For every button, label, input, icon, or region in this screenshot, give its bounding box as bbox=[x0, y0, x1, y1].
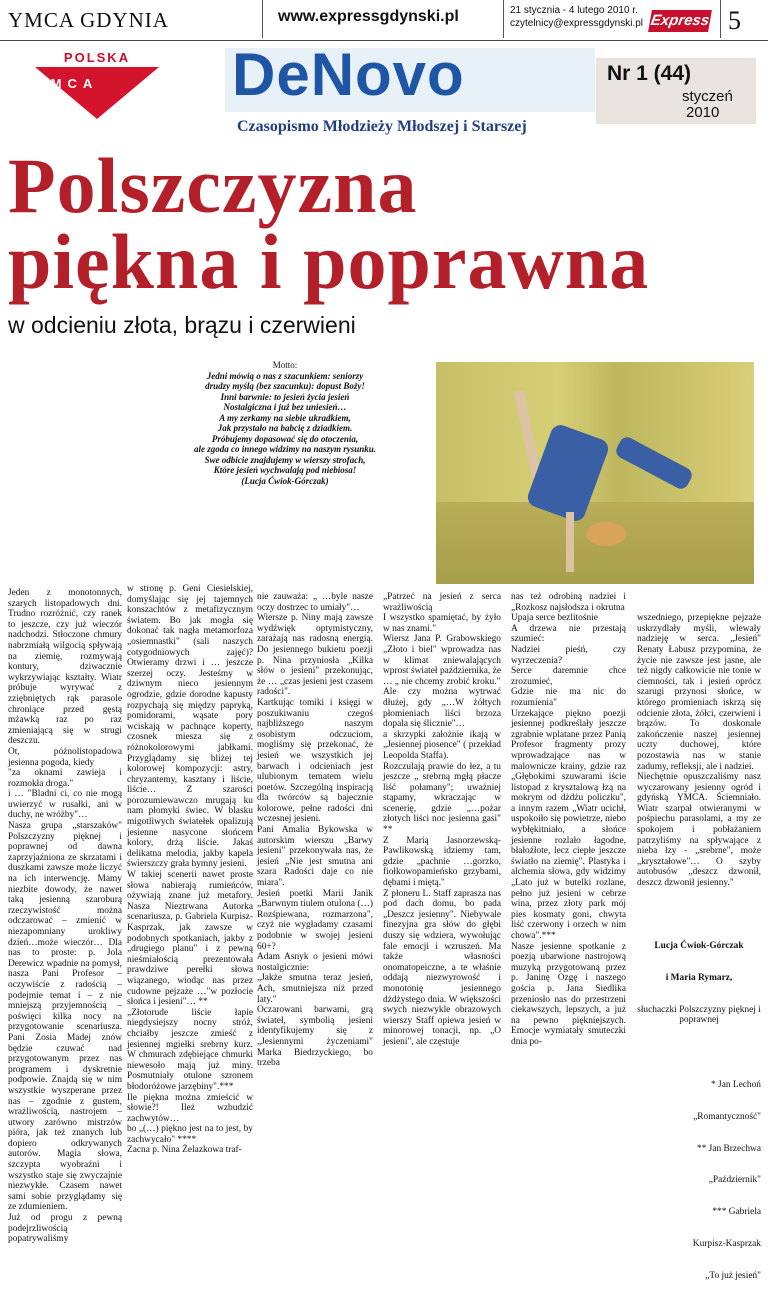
motto-line: drudzy myślą (bez szacunku): dopust Boży! bbox=[205, 381, 365, 391]
photo-arm bbox=[566, 512, 574, 572]
headline-line-1: Polszczyzna bbox=[8, 142, 418, 229]
woman-handstand-photo bbox=[436, 362, 754, 584]
motto-label: Motto: bbox=[272, 360, 298, 370]
section-title: YMCA GDYNIA bbox=[8, 8, 169, 32]
article-column-6 bbox=[637, 592, 764, 1281]
photo-hair bbox=[586, 522, 626, 546]
article-column-5: nas też odrobiną nadziei i „Rozkosz najsłodsza i okrutna Upaja serce bezlitośnie A drzewa nie przestają szumieć: Nadziei pieśń, czy wyrzeczenia? Serce daremnie chce zrozumieć, Gdzie nie ma nic do rozumienia" Urzekające piękno poezji jesiennej podkreślały jeszcze zgrabnie wplatane przez Panią Profesor fragmenty prozy wprowadzające nas w malownicze krainy, gdzie raz „Głębokimi szuwarami iście listopad z krysztalową łzą na mokrym od dżdżu policzku", a innym razem „Wiatr ucichł, uspokoiło się powietrze, niebo wybłękitniało, a słońce jesienne rozlało łagodne, błałoźłote, lecz ciepłe jeszcze światło na ziemię". Plastyka i alchemia słowa, gdy widzimy „Lato już w butelki rozlane, pełno już jesieni w cebrze wina, przez złoty park mój pies kosmaty goni, chwyta liść czerwony i orzech w nim chowa".*** Nasze jesienne spotkanie z poezją ubarwione nastrojową muzyką przygotowaną przez p. Janinę Ozgę i naszego gościa p. Jana Siedlika przeniosło nas do przestrzeni ciekawszych, lepszych, a już na pewno piękniejszych. Emocje wymiatały smuteczki dnia po- bbox=[511, 592, 626, 1047]
ymca-triangle bbox=[35, 67, 159, 119]
motto-line: Swe odbicie znajdujemy w wierszy strofach, bbox=[204, 454, 366, 465]
magazine-title: DeNovo bbox=[232, 41, 465, 108]
motto-line: Które jesień wychwalają pod niebiosa! bbox=[213, 465, 357, 475]
magazine-subtitle: Czasopismo Młodzieży Młodszej i Starszej bbox=[237, 118, 527, 135]
article-headline bbox=[8, 142, 650, 305]
date-line: 21 stycznia - 4 lutego 2010 r. bbox=[510, 5, 638, 16]
ymca-letters: YMCA bbox=[36, 76, 99, 91]
motto-author: (Lucja Ćwiok-Górczak) bbox=[241, 475, 329, 486]
article-column-4: „Patrzeć na jesień z serca wrażliwością I wszystko spamiętać, by żyło w nas znami." Wiersz Jana P. Grabowskiego „Złoto i biel" wprowadza nas w klimat zniewalających wprost świateł października, że … „ nie chcemy zrobić kroku." Ale czy można wytrwać dłużej, gdy „…W żółtych płomieniach liści brzoza dopala się ślicznie"… a skrzypki założnie ikają w „Jesiennej piosence" ( przekład Leopolda Staffa). Rozczulają prawie do łez, a tu jeszcze „ srebrną mgłą płacze liść połamany"; uważniej stąpamy, wkraczając w scenerię, gdzie „…pożar złotych liści noc jesienna gasi" ** Z Marią Jasnorzewską-Pawlikowską idziemy tam, gdzie „pachnie …gorzko, fiołkowopamieńsko grzybami, dębami i miętą." Z płoneru L. Staff zaprasza nas pod dach domu, bo pada „Deszcz jesienny". Niebywale finezyjna gra słów do głębi duszy się wdziera, wywołując fale emocji i wzruszeń. Ma także własności onomatopeiczne, a te właśnie oddają niezwyrowość i monotonię jesiennego dżdżystego dnia. W większości swych niezwykle obrazowych wierszy Staff opiewa jesień w minorowej tonacji, np. „O jesieni", ale częstuje bbox=[383, 592, 501, 1047]
footnote: ** Jan Brzechwa bbox=[696, 1143, 761, 1154]
article-subheadline: w odcieniu złota, brązu i czerwieni bbox=[8, 312, 356, 338]
author-signature-2: i Maria Rymarz, bbox=[665, 972, 733, 983]
ymca-country: POLSKA bbox=[63, 50, 131, 65]
headline-line-2: piękna i poprawna bbox=[8, 218, 650, 305]
article-column-3: nie zauważa: „ …byle nasze oczy dostrzec to umiały"… Wiersze p. Niny mają zawsze wydźwięk optymistyczny, zarażają nas radosną energią. Do jesiennego bukietu poezji p. Nina przyniosła „Kilka słów o jesieni" przekonując, że … „czas jesieni jest czasem radości". Kartkując tomiki i księgi w poszukiwaniu czegoś najbliższego naszym osobistym odczuciom, mogliśmy się przekonać, że jesień we wszystkich jej barwach i odcieniach jest ulubionym tematem wielu poetów. Szczególną inspiracją dla twórców są bajecznie kolorowe, pełne radości dni wczesnej jesieni. Pani Amalia Bykowska w autorskim wierszu „Barwy jesieni" przekonywała nas, że jesień „Nie jest smutna ani szara Radości daje co nie miara". Jesień poetki Marii Janik „Barwnym tiulem otulona (…) Rozśpiewana, rozmarzona", czyż nie wygładamy czasami podobnie w swojej jesieni 60+? Adam Asnyk o jesieni mówi nostalgicznie: „Jakże smutna teraz jesień, Ach, smutniejsza niż przed laty." Oczarowani barwami, grą świateł, symbolią jesieni identyfikujemy się z „Jesiennymi życzeniami" Marka Biedrzyckiego, bo trzeba bbox=[257, 592, 373, 1069]
motto-line: Jak przystało na babcię z dziadkiem. bbox=[217, 423, 353, 433]
page-number: 5 bbox=[728, 6, 741, 35]
issue-month: styczeń bbox=[682, 88, 733, 105]
photo-leg bbox=[614, 435, 695, 492]
article-column-1: Jeden z monotonnych, szarych listopadowych dni. Trudno rozróżnić, czy ranek to jeszcze, czy już wieczór nadchodzi. Stłoczone chmury nabrzmiałą wilgocią spływają na ziemię, rozmywają kontury, dziwacznie wykrzywiając kształty. Wiatr próbuje wyrywać z zziębniętych rąk parasole chroniące przed gęstą mżawką raz po raz zmieniającą się w strugi deszczu. Ot, późnolistopadowa jesienna pogoda, kiedy "za oknami zawieja i rozmokła droga." i … "Bladni ci, co nie mogą uwierzyć w rusałki, ani w duchy, ne wróżby"… Nasza grupa „starszaków" Polszczyzny pięknej i poprawnej od dawna zaprzyjaźniona ze skrzatami i duszkami zawsze może liczyć na ich interwencję. Mamy niezbite dowody, że nawet taką jesienną szaroburą rzeczywistość można odczarować – zmienić w niezapomniany urokliwy dzień…może wieczór… Dla nas to proste: p. Jola Derewicz wpadnie na pomysł, nasza Pani Profesor – oczywiście z radością – podejmie temat i – z nie mniejszą przyjemnością – poświęci kilka nocy na przygotowanie scenariusza. Pani Zosia Madej znów będzie czuwać nad przygotowanym przez nas programem i dyskretnie podpowie. Znajdą się w nim wszystkie wyszperane przez nas – zgodnie z gustem, wrażliwością, nastrojem – utwory zarówno mistrzów pióra, jak też znanych lub dopiero odkrywanych autorów. Magia słowa, szczypta wyobraźni i wszystko staje się zwyczajnie niezwykłe. Czasem nawet sami sobie przyglądamy się ze zdumieniem. Już od progu z pewną podejrzliwością popatrywaliśmy bbox=[8, 588, 122, 1245]
motto-line: Jedni mówią o nas z szacunkiem: seniorzy bbox=[206, 370, 364, 381]
motto-line: A my zerkamy na siebie ukradkiem, bbox=[219, 412, 351, 423]
website-link[interactable]: www.expressgdynski.pl bbox=[278, 8, 459, 25]
footnote: Kurpisz-Kasprzak bbox=[692, 1239, 761, 1250]
divider bbox=[720, 0, 721, 38]
footnote: „Romantyczność" bbox=[693, 1111, 761, 1122]
footnote: „To już jesień" bbox=[705, 1270, 761, 1281]
issue-date bbox=[510, 4, 643, 30]
page-header bbox=[0, 0, 768, 40]
express-logo: Express bbox=[648, 10, 712, 32]
footnote: „Październik" bbox=[708, 1175, 761, 1186]
issue-year: 2010 bbox=[686, 104, 720, 121]
author-role: słuchaczki Polszczyzny pięknej i poprawnej bbox=[637, 1004, 764, 1026]
motto-line: ale zgoda co innego widzimy na naszym rysunku. bbox=[193, 444, 377, 454]
footnote: * Jan Lechoń bbox=[711, 1080, 761, 1091]
motto-block bbox=[160, 360, 410, 486]
motto-line: Próbujemy dopasować się do otoczenia, bbox=[211, 433, 359, 444]
issue-number: Nr 1 (44) bbox=[607, 62, 692, 85]
column-6-text: wszedniego, przepiękne pejzaże uskrzydlały myśli, wlewały nadzieję w serca. „Jesień" Renaty Łabusz przypomina, że życie nie zawsze jest jasne, ale też nigdy całkowicie nie tonie w ciemności, tak i jesień oprócz szarugi przynosi słońce, w którego promieniach iskrzą się odcienie złota, żółci, czerwieni i brązów. To doskonale zakończenie naszej jesiennej uczty duchowej, które pozostawia nas w stanie zadumy, refleksji, ale i nadziei. Niechętnie opuszczaliśmy nasz wyczarowany jesienny ogród i gdyńską YMCA. Ściemniało. Wiatr szarpał otwieranymi w pośpiechu parasolami, a my ze spokojem i pobłażaniem patrzyliśmy na spływające z nieba łzy - „srebrne", może „kryształowe"… O szyby autobusów „deszcz dzwonił, deszcz dzwonił jesienny." bbox=[637, 613, 761, 889]
email-link[interactable]: czytelnicy@expressgdynski.pl bbox=[510, 18, 643, 29]
author-signature: Lucja Ćwiok-Górczak bbox=[654, 941, 744, 951]
spacer bbox=[637, 910, 761, 920]
footnote: *** Gabriela bbox=[712, 1207, 761, 1218]
motto-line: Nostalgiczna i już bez uniesień… bbox=[223, 402, 347, 412]
article-column-2: w stronę p. Geni Ciesielskiej, domyślając się jej tajemnych konszachtów z metafizycznym światem. Bo jak mogła się dokonać tak nagła metamorfoza „osiemnastki" (sali naszych cotygodniowych zajęć)? Otwieramy drzwi i … jeszcze szerzej oczy. Jesteśmy w dziwnym nieco jesiennym ogrodzie, gdzie dorodne kapusty rozpychają się między papryką, pomidorami, wąsate pory wciskają w pachnące koperty, czosnek miesza się z różnokolorowymi jabłkami. Przyglądamy się bliżej tej kolorowej kompozycji: astry, chryzantemy, kasztany i liście, liście… Z szarości porozumiewawczo mrugają ku nam płomyki świec. W blasku migotliwych światełek opalizują jesienne nasycone słońcem kolory, drżą liście. Jakaś delikatna melodia, jakby kapela świerszczy grała hymny jesieni. W takiej scenerii nawet proste słowa nabierają rumieńców, ożywiają znane już metafory. Nasza Nieztrwana Autorka scenariusza, p. Gabriela Kurpisz-Kasprzak, jak zawsze w podobnych spotkaniach, jakby z „drugiego planu" i z pewną nieśmiałością prezentowała prawdziwe perełki słowa wiązanego, wiodąc nas przez cudowne pejzaże …"w pozłocie słońca i jesieni"… ** „Złotorude liście łapie niegdysiejszy nocny stróż, chciałby jeszcze zmieść z jesiennej mgiełki srebrny kurz. W chmurach zdębiejące chmurki niewesoło mają już miny. Posmutniały otulone szronem błodoróżowe jarzębiny".*** Ile piękna można zmieścić w słowie?! Ileż wzbudzić zachwytów… bo „(…) piękno jest na to jest, by zachwycało" **** Zacna p. Nina Żelazkowa traf- bbox=[127, 584, 253, 1156]
divider bbox=[262, 0, 263, 38]
spacer bbox=[637, 1047, 761, 1059]
divider bbox=[503, 0, 504, 38]
motto-line: Inni barwnie: to jesień życia jesień bbox=[220, 391, 350, 402]
